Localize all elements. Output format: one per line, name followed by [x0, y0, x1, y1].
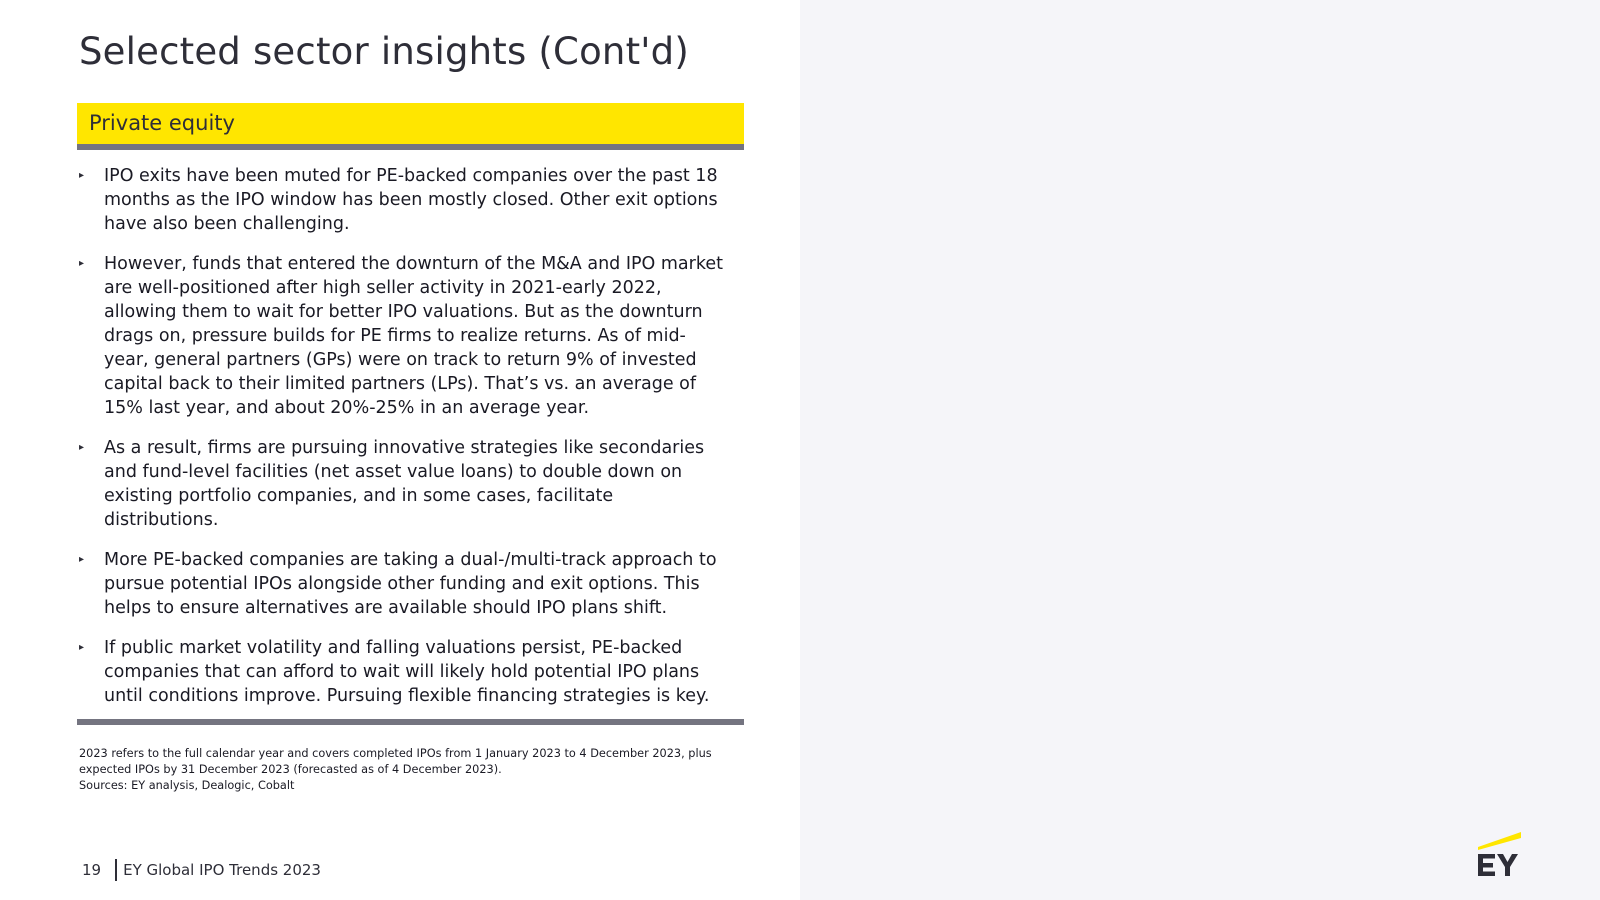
page-title: Selected sector insights (Cont'd): [79, 30, 689, 73]
section-header: [77, 103, 744, 150]
bullet-item: [78, 252, 744, 420]
publication-title: EY Global IPO Trends 2023: [123, 861, 321, 879]
ey-logo: [1478, 832, 1522, 878]
bullet-text: IPO exits have been muted for PE-backed companies over the past 18 months as the IPO window has been mostly closed. Other exit options have also been challenging.: [104, 166, 718, 234]
bullet-item: [78, 164, 744, 236]
bullet-item: [78, 548, 744, 620]
bullet-marker-icon: ▸: [79, 170, 85, 181]
page-number: 19: [82, 861, 102, 879]
bullet-text: If public market volatility and falling valuations persist, PE-backed companies that can afford to wait will likely hold potential IPO plans until conditions improve. Pursuing flexible financing strategies is key.: [104, 638, 710, 706]
footnotes: [79, 746, 759, 794]
bullet-marker-icon: ▸: [79, 442, 85, 453]
ey-logo-letters: [1478, 854, 1518, 876]
bullet-text: As a result, firms are pursuing innovative strategies like secondaries and fund-level facilities (net asset value loans) to double down on existing portfolio companies, and in some cases, facilitate distributions.: [104, 438, 705, 530]
ey-logo-beam: [1478, 832, 1521, 850]
bullet-item: [78, 636, 744, 708]
footer-divider: [115, 859, 117, 881]
bullet-marker-icon: ▸: [79, 554, 85, 565]
bullet-text: More PE-backed companies are taking a dual-/multi-track approach to pursue potential IPOs alongside other funding and exit options. This helps to ensure alternatives are available should IPO plans shift.: [104, 550, 717, 618]
section-bottom-rule: [77, 719, 744, 725]
footnote-text: 2023 refers to the full calendar year and covers completed IPOs from 1 January 2023 to 4 December 2023, plus expected IPOs by 31 December 2023 (forecasted as of 4 December 2023).: [79, 747, 712, 776]
bullet-marker-icon: ▸: [79, 258, 85, 269]
bullet-text: However, funds that entered the downturn of the M&A and IPO market are well-positioned after high seller activity in 2021-early 2022, allowing them to wait for better IPO valuations. But as the downturn drags on, pressure builds for PE firms to realize returns. As of mid- year, general partners (GPs) were on track to return 9% of invested capital back to their limited partners (LPs). That’s vs. an average of 15% last year, and about 20%-25% in an average year.: [104, 254, 723, 418]
sources-text: Sources: EY analysis, Dealogic, Cobalt: [79, 779, 295, 792]
blank-side-panel: [800, 0, 1600, 900]
bullet-marker-icon: ▸: [79, 642, 85, 653]
bullet-list: [78, 164, 744, 724]
section-header-label: Private equity: [89, 111, 235, 135]
bullet-item: [78, 436, 744, 532]
footer: [82, 859, 321, 881]
